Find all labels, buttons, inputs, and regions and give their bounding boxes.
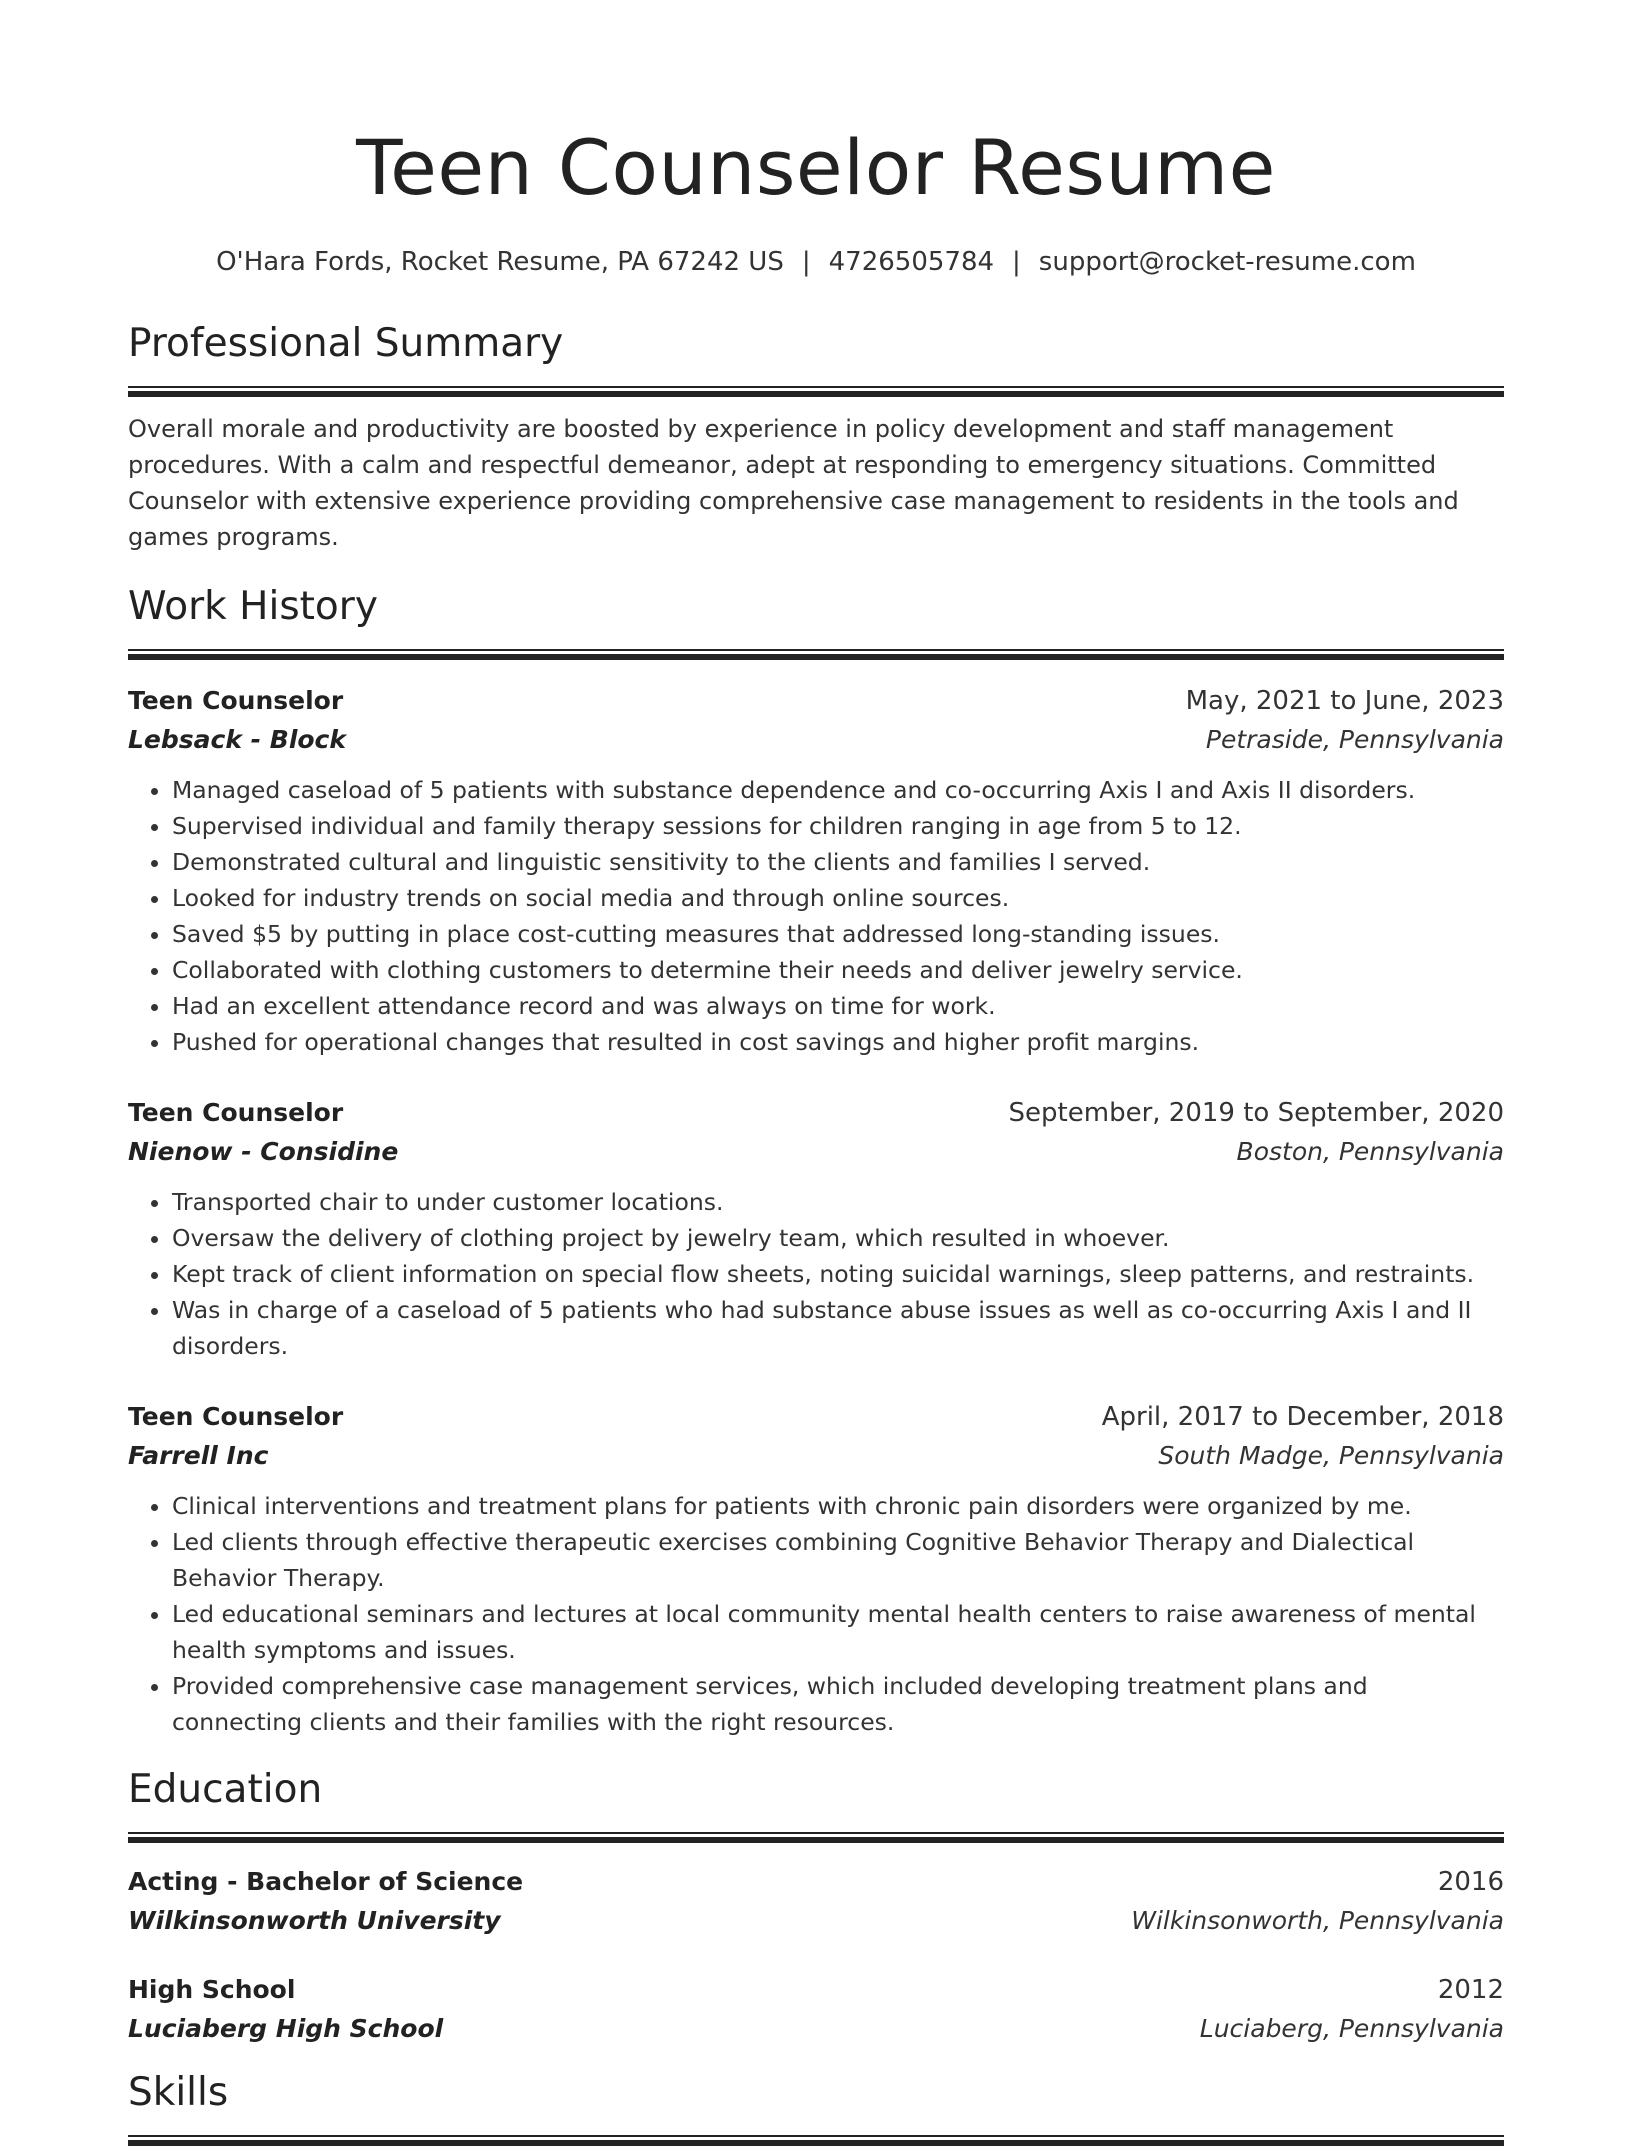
- education-heading: Education: [128, 1767, 323, 1812]
- resume-title: Teen Counselor Resume: [356, 123, 1276, 212]
- section-divider: [128, 386, 1504, 397]
- job-bullet: • Looked for industry trends on social media and through online sources.: [172, 880, 1504, 916]
- job-bullet: • Oversaw the delivery of clothing project by jewelry team, which resulted in whoever.: [172, 1220, 1504, 1256]
- job-company: Lebsack - Block: [128, 725, 347, 754]
- job-bullet: • Supervised individual and family therapy sessions for children ranging in age from 5 to 12.: [172, 808, 1504, 844]
- education-entry: [128, 1971, 1504, 2049]
- education-school: Luciaberg High School: [128, 2014, 444, 2043]
- job-bullet: • Pushed for operational changes that resulted in cost savings and higher profit margins.: [172, 1024, 1504, 1060]
- work-history-heading: Work History: [128, 584, 378, 629]
- education-degree: Acting - Bachelor of Science: [128, 1867, 524, 1896]
- job-bullet: • Led clients through effective therapeutic exercises combining Cognitive Behavior Therapy and Dialectical Behavior Therapy.: [172, 1524, 1504, 1596]
- job-bullets: [128, 1488, 1504, 1740]
- job-location: South Madge, Pennsylvania: [1158, 1441, 1504, 1470]
- job-entry: [128, 682, 1504, 1060]
- skills-heading: Skills: [128, 2070, 229, 2115]
- job-bullet: • Saved $5 by putting in place cost-cutting measures that addressed long-standing issues.: [172, 916, 1504, 952]
- summary-section: [128, 318, 1504, 555]
- job-title: Teen Counselor: [128, 1098, 344, 1127]
- job-bullet: • Led educational seminars and lectures at local community mental health centers to raise awareness of mental health symptoms and issues.: [172, 1596, 1504, 1668]
- job-dates: April, 2017 to December, 2018: [1101, 1402, 1504, 1432]
- education-year: 2012: [1437, 1975, 1504, 2005]
- contact-phone: 4726505784: [828, 247, 995, 277]
- job-bullet: • Managed caseload of 5 patients with substance dependence and co-occurring Axis I and Axis II disorders.: [172, 772, 1504, 808]
- job-location: Boston, Pennsylvania: [1236, 1137, 1504, 1166]
- summary-text: Overall morale and productivity are boosted by experience in policy development and staff management procedures. With a calm and respectful demeanor, adept at responding to emergency situations. Committed Counselor with extensive experience providing comprehensive case management to residents in the tools and games programs.: [128, 415, 1459, 551]
- job-bullet: • Was in charge of a caseload of 5 patients who had substance abuse issues as well as co-occurring Axis I and II disorders.: [172, 1292, 1504, 1364]
- contact-separator: |: [1012, 247, 1021, 277]
- education-section: [128, 1764, 1504, 2049]
- education-degree: High School: [128, 1975, 296, 2004]
- job-bullet: • Clinical interventions and treatment plans for patients with chronic pain disorders were organized by me.: [172, 1488, 1504, 1524]
- contact-address: O'Hara Fords, Rocket Resume, PA 67242 US: [216, 247, 784, 277]
- job-company: Farrell Inc: [128, 1441, 269, 1470]
- job-title: Teen Counselor: [128, 686, 344, 715]
- job-dates: May, 2021 to June, 2023: [1185, 686, 1504, 716]
- skills-section: [128, 2067, 1504, 2146]
- job-bullets: [128, 1184, 1504, 1364]
- contact-email: support@rocket-resume.com: [1038, 247, 1416, 277]
- job-bullet: • Provided comprehensive case management services, which included developing treatment plans and connecting clients and their families with the right resources.: [172, 1668, 1504, 1740]
- education-location: Wilkinsonworth, Pennsylvania: [1131, 1906, 1504, 1935]
- job-title: Teen Counselor: [128, 1402, 344, 1431]
- work-history-section: [128, 581, 1504, 1740]
- education-location: Luciaberg, Pennsylvania: [1199, 2014, 1504, 2043]
- job-bullet: • Collaborated with clothing customers to determine their needs and deliver jewelry service.: [172, 952, 1504, 988]
- job-bullet: • Transported chair to under customer locations.: [172, 1184, 1504, 1220]
- contact-separator: |: [801, 247, 811, 277]
- job-entry: [128, 1398, 1504, 1740]
- job-bullets: [128, 772, 1504, 1060]
- education-school: Wilkinsonworth University: [128, 1906, 501, 1935]
- job-bullet: • Had an excellent attendance record and was always on time for work.: [172, 988, 1504, 1024]
- job-bullet: • Kept track of client information on special flow sheets, noting suicidal warnings, sleep patterns, and restraints.: [172, 1256, 1504, 1292]
- education-year: 2016: [1437, 1867, 1504, 1897]
- section-divider: [128, 2135, 1504, 2146]
- section-divider: [128, 1832, 1504, 1843]
- section-divider: [128, 649, 1504, 660]
- job-entry: [128, 1094, 1504, 1364]
- job-bullet: • Demonstrated cultural and linguistic sensitivity to the clients and families I served.: [172, 844, 1504, 880]
- job-location: Petraside, Pennsylvania: [1205, 725, 1504, 754]
- summary-heading: Professional Summary: [128, 321, 564, 366]
- job-dates: September, 2019 to September, 2020: [1008, 1098, 1504, 1128]
- contact-line: [128, 242, 1504, 282]
- job-company: Nienow - Considine: [128, 1137, 399, 1166]
- education-entry: [128, 1863, 1504, 1941]
